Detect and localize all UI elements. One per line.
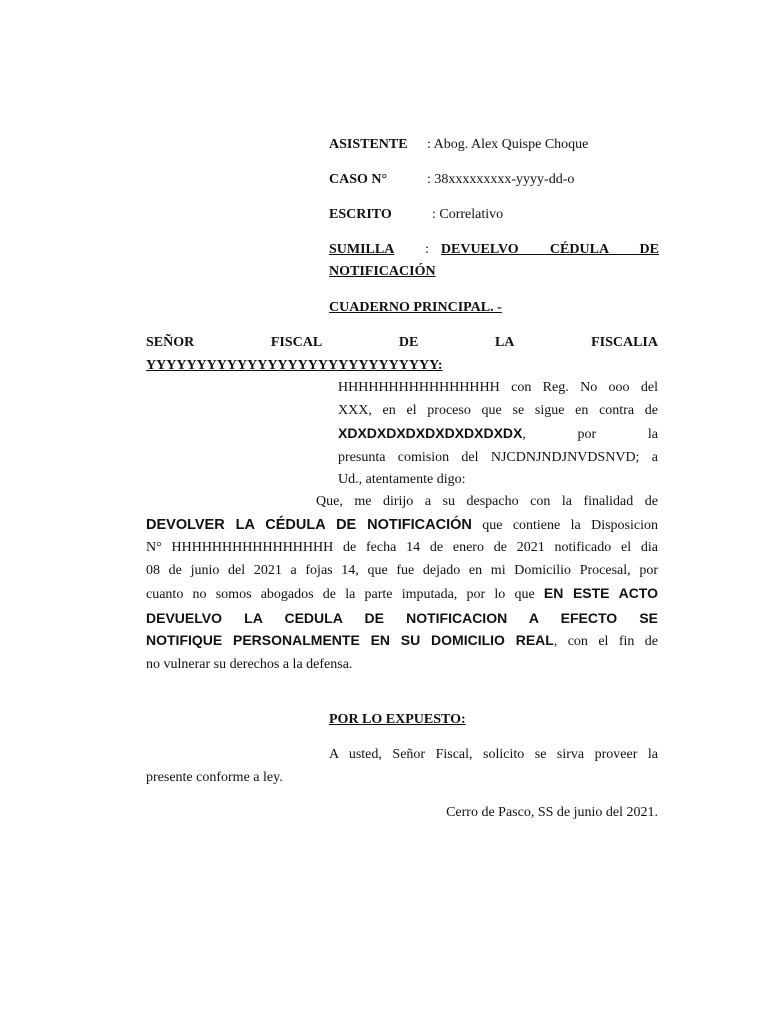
sumilla-value-line1: DEVUELVO CÉDULA DE bbox=[440, 242, 659, 257]
intro-line1: HHHHHHHHHHHHHHHH con Reg. No ooo del bbox=[338, 380, 658, 395]
escrito-value: : Correlativo bbox=[432, 207, 504, 222]
cuaderno-label: CUADERNO PRINCIPAL. - bbox=[329, 300, 502, 315]
body-paragraph bbox=[146, 491, 658, 676]
sumilla-label: SUMILLA bbox=[329, 242, 395, 257]
asistente-label: ASISTENTE bbox=[329, 137, 408, 152]
sumilla-value-line2: NOTIFICACIÓN bbox=[329, 264, 436, 279]
intro-line2: XXX, en el proceso que se sigue en contra de bbox=[338, 402, 658, 418]
asistente-value: : Abog. Alex Quispe Choque bbox=[427, 137, 589, 152]
caso-row bbox=[329, 169, 659, 191]
intro-line4: presunta comision del NJCDNJNDJNVDSNVD; a bbox=[338, 449, 658, 465]
addressee bbox=[146, 332, 658, 377]
request-line2: presente conforme a ley. bbox=[146, 769, 283, 785]
place-date: Cerro de Pasco, SS de junio del 2021. bbox=[446, 805, 658, 820]
addressee-line1 bbox=[146, 332, 658, 355]
body-line3: N° HHHHHHHHHHHHHHHH de fecha 14 de enero de 2021 notificado el dia bbox=[146, 540, 658, 555]
addressee-word: SEÑOR bbox=[146, 335, 195, 350]
body-line4: 08 de junio del 2021 a fojas 14, que fue dejado en mi Domicilio Procesal, por bbox=[146, 562, 658, 578]
closing-request bbox=[146, 744, 658, 789]
intro-line5: Ud., atentamente digo: bbox=[338, 472, 466, 487]
intro-line3: XDXDXDXDXDXDXDXDXDX, por la bbox=[338, 425, 658, 442]
body-line8: no vulnerar su derechos a la defensa. bbox=[146, 656, 353, 672]
addressee-word: FISCALIA bbox=[591, 335, 658, 350]
body-line2: DEVOLVER LA CÉDULA DE NOTIFICACIÓN que contiene la Disposicion bbox=[146, 516, 658, 533]
body-line7: NOTIFIQUE PERSONALMENTE EN SU DOMICILIO REAL, con el fin de bbox=[146, 632, 658, 649]
body-line1: Que, me dirijo a su despacho con la finalidad de bbox=[316, 494, 658, 509]
closing-heading: POR LO EXPUESTO: bbox=[329, 712, 466, 727]
addressee-word: DE bbox=[398, 335, 419, 350]
addressee-word: LA bbox=[494, 335, 515, 350]
addressee-line2: YYYYYYYYYYYYYYYYYYYYYYYYYYYYY: bbox=[146, 357, 443, 373]
body-line5: cuanto no somos abogados de la parte imputada, por lo que EN ESTE ACTO bbox=[146, 585, 659, 602]
sumilla-line1 bbox=[329, 239, 659, 261]
sumilla-separator: : bbox=[425, 242, 429, 257]
asistente-row bbox=[329, 134, 659, 156]
escrito-row bbox=[329, 204, 659, 226]
addressee-word: FISCAL bbox=[270, 335, 323, 350]
intro-block bbox=[338, 377, 658, 492]
sumilla-row bbox=[329, 239, 659, 283]
body-line6: DEVUELVO LA CEDULA DE NOTIFICACION A EFECTO SE bbox=[146, 609, 658, 626]
caso-value: : 38xxxxxxxxx-yyyy-dd-o bbox=[427, 172, 575, 187]
caso-label: CASO N° bbox=[329, 172, 388, 187]
request-line1: A usted, Señor Fiscal, solicito se sirva proveer la bbox=[329, 747, 658, 762]
escrito-label: ESCRITO bbox=[329, 207, 392, 222]
